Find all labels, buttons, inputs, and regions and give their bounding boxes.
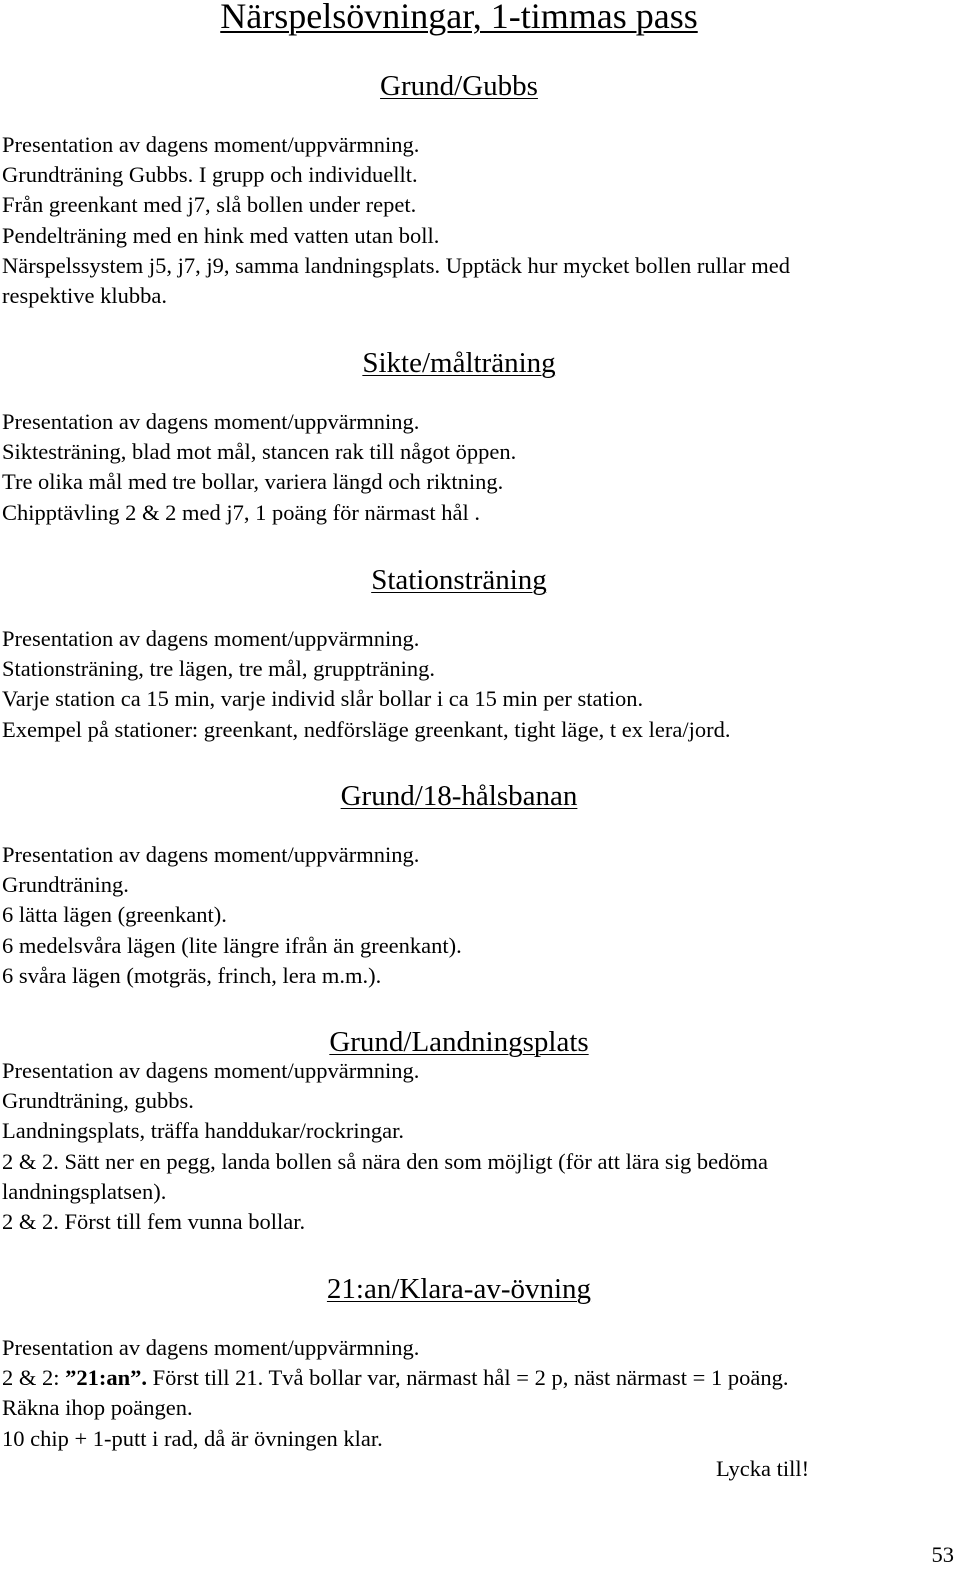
body-line: 6 lätta lägen (greenkant). — [2, 902, 227, 928]
body-line: respektive klubba. — [2, 282, 167, 308]
body-line: 6 medelsvåra lägen (lite längre ifrån än greenkant). — [2, 932, 462, 958]
section-body — [0, 407, 960, 528]
body-line: Presentation av dagens moment/uppvärmning. — [2, 626, 420, 651]
body-line: 2 & 2. Sätt ner en pegg, landa bollen så nära den som möjligt (för att lära sig bedöma — [2, 1148, 769, 1174]
rule-line-prefix: 2 & 2: — [2, 1365, 66, 1391]
body-line: Varje station ca 15 min, varje individ slår bollar i ca 15 min per station. — [2, 686, 644, 712]
rule-line — [0, 1363, 960, 1393]
rule-line-bold: ”21:an”. — [65, 1365, 148, 1391]
body-line: Presentation av dagens moment/uppvärmning. — [2, 132, 420, 157]
section-stationstraning — [0, 562, 960, 745]
section-21an-klara-av-ovning — [0, 1271, 960, 1481]
body-line: Presentation av dagens moment/uppvärmning. — [2, 409, 420, 434]
body-line: Presentation av dagens moment/uppvärmning. — [2, 842, 420, 867]
body-line: Från greenkant med j7, slå bollen under repet. — [2, 192, 417, 218]
closing-text: Lycka till! — [716, 1455, 810, 1481]
body-line: Grundträning. — [2, 872, 129, 898]
body-line: 10 chip + 1-putt i rad, då är övningen klar. — [2, 1425, 383, 1451]
rule-line-suffix: Först till 21. Två bollar var, närmast hål = 2 p, näst närmast = 1 poäng. — [147, 1365, 789, 1391]
section-heading: Grund/Landningsplats — [329, 1026, 589, 1058]
body-line: Siktesträning, blad mot mål, stancen rak till något öppen. — [2, 439, 517, 465]
body-line: landningsplatsen). — [2, 1178, 167, 1204]
section-grund-18-halsbanan — [0, 778, 960, 991]
section-body — [0, 130, 960, 311]
body-line: Presentation av dagens moment/uppvärmning. — [2, 1058, 420, 1083]
section-grund-landningsplats — [0, 1024, 960, 1237]
body-line: Grundträning Gubbs. I grupp och individuellt. — [2, 162, 418, 188]
body-line: Närspelssystem j5, j7, j9, samma landningsplats. Upptäck hur mycket bollen rullar med — [2, 252, 790, 278]
body-line: 6 svåra lägen (motgräs, frinch, lera m.m.). — [2, 962, 382, 988]
section-sikte-maltraning — [0, 345, 960, 528]
section-heading: Sikte/målträning — [362, 347, 556, 379]
section-body — [0, 624, 960, 745]
section-heading: Grund/18-hålsbanan — [340, 780, 578, 812]
body-line: Pendelträning med en hink med vatten utan boll. — [2, 222, 440, 248]
section-body — [0, 840, 960, 991]
section-body — [0, 1056, 960, 1237]
page-number: 53 — [931, 1542, 954, 1567]
section-heading: Grund/Gubbs — [380, 70, 538, 102]
body-line: Chipptävling 2 & 2 med j7, 1 poäng för närmast hål . — [2, 499, 481, 525]
body-line: Räkna ihop poängen. — [2, 1395, 193, 1421]
document-title: Närspelsövningar, 1-timmas pass — [220, 0, 698, 36]
body-line: Grundträning, gubbs. — [2, 1088, 194, 1114]
section-heading: 21:an/Klara-av-övning — [326, 1273, 592, 1305]
section-grund-gubbs — [0, 68, 960, 311]
section-heading: Stationsträning — [371, 564, 547, 596]
section-body — [0, 1333, 960, 1481]
body-line: Landningsplats, träffa handdukar/rockringar. — [2, 1118, 404, 1144]
body-line: Presentation av dagens moment/uppvärmning. — [2, 1335, 420, 1360]
body-line: 2 & 2. Först till fem vunna bollar. — [2, 1208, 306, 1234]
body-line: Stationsträning, tre lägen, tre mål, gruppträning. — [2, 656, 436, 682]
body-line: Exempel på stationer: greenkant, nedförsläge greenkant, tight läge, t ex lera/jord. — [2, 716, 731, 742]
body-line: Tre olika mål med tre bollar, variera längd och riktning. — [2, 469, 504, 495]
